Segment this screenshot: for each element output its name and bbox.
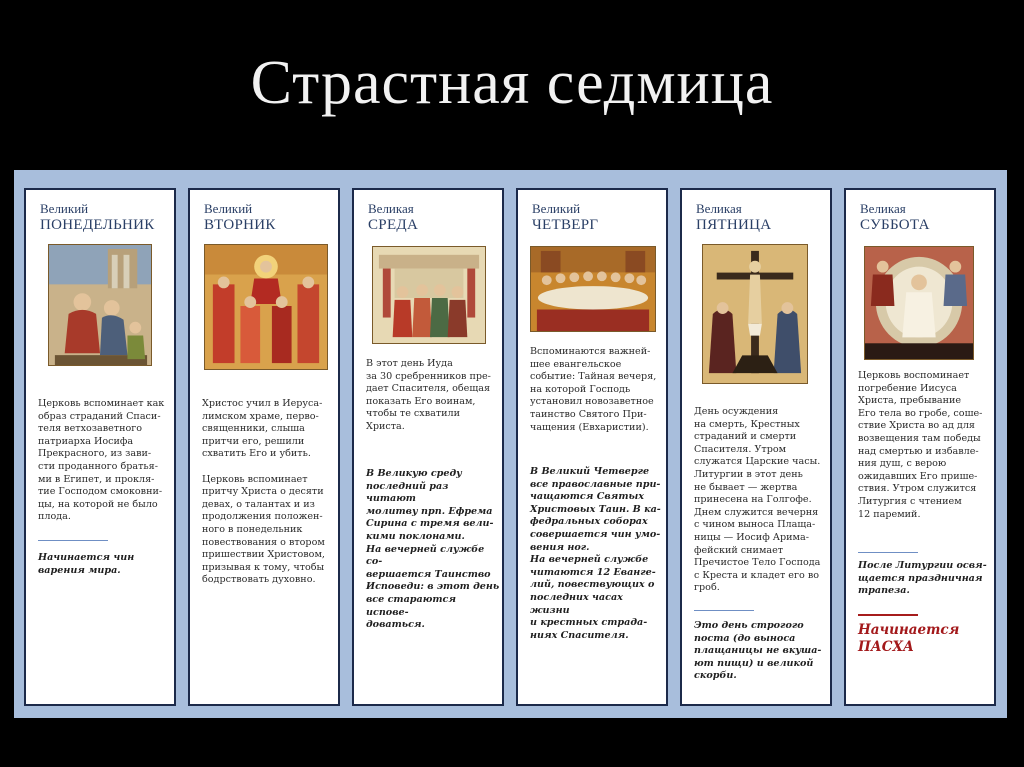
card-note: В Великий Четверге все православные при- чащаются Святых Христовых Таин. В ка- федральных соборах совершается чин умо- вения ног. На вечерней службе читаются 12 Еванге- лий, повествующих о последних часах жизни и крестных страда- ниях Спасителя. <box>530 466 661 641</box>
card-description: Вспоминаются важней- шее евангельское событие: Тайная вечеря, на которой Господь установил новозаветное таинство Святого При- чащения (Евхаристии). <box>530 346 657 433</box>
card-friday <box>680 188 832 706</box>
card-note: Это день строгого поста (до выноса плащаницы не вкуша- ют пищи) и великой скорби. <box>694 620 822 682</box>
divider <box>38 540 108 541</box>
card-note: После Литургии освя- щается праздничная трапеза. <box>858 560 987 597</box>
card-heading <box>368 200 418 234</box>
card-description: Церковь вспоминает как образ страданий Спаси- теля ветхозаветного патриарха Иосифа Прекрасного, из зави- сти проданного братья- ми в Египет, и прокля- тие Господом смоковни- цы, на которой не было плода. <box>38 398 165 523</box>
card-heading-line1: Великая <box>696 201 742 216</box>
card-heading <box>40 200 155 234</box>
card-heading-line2: ЧЕТВЕРГ <box>532 217 599 233</box>
card-description: День осуждения на смерть, Крестных страданий и смерти Спасителя. Утром служатся Царские часы. Литургии в этот день не бывает — жертва принесена на Голгофе. Днем служится вечерня с чином выноса Плаща- ницы — Иосиф Арима- фейский снимает Пречистое Тело Господа с Креста и кладет его во гроб. <box>694 406 821 594</box>
pascha-callout: Начинается ПАСХА <box>858 622 960 655</box>
icon-painting-virgins <box>204 244 328 370</box>
icon-painting-judas <box>372 246 486 344</box>
slide-title: Страстная седмица <box>250 49 774 117</box>
card-heading-line1: Великая <box>368 201 414 216</box>
card-description: Христос учил в Иеруса- лимском храме, перво- священники, слыша притчи его, решили схватить Его и убить. Церковь вспоминает притчу Христа о десяти девах, о талантах и из продолжения положен- ного в понедельник повествования о втором пришествии Христовом, призывая к тому, чтобы бодрствовать духовно. <box>202 398 325 586</box>
divider <box>858 552 918 553</box>
card-heading-line2: СУББОТА <box>860 217 930 233</box>
card-heading-line1: Великий <box>40 201 89 216</box>
card-description: Церковь воспоминает погребение Иисуса Христа, пребывание Его тела во гробе, соше- ствие Христа во ад для возвещения там победы над смертью и избавле- ния душ, с верою ожидавших Его прише- ствия. Утром служится Литургия с чтением 12 паремий. <box>858 370 983 520</box>
card-heading <box>204 200 276 234</box>
card-monday <box>24 188 176 706</box>
card-heading-line2: ВТОРНИК <box>204 217 276 233</box>
card-note: Начинается чин варения мира. <box>38 552 135 576</box>
card-heading-line2: СРЕДА <box>368 217 419 233</box>
card-note: В Великую среду последний раз читают молитву прп. Ефрема Сирина с тремя вели- кими поклонами. На вечерней службе со- вершается Таинство Исповеди: в этот день все стараются испове- доваться. <box>366 468 500 631</box>
card-heading <box>860 200 930 234</box>
icon-painting-crucifixion <box>702 244 808 384</box>
card-heading-line1: Великий <box>532 201 581 216</box>
divider-red <box>858 614 918 616</box>
icon-painting-descent <box>864 246 974 360</box>
card-heading <box>696 200 771 234</box>
card-saturday <box>844 188 996 706</box>
card-tuesday <box>188 188 340 706</box>
card-wednesday <box>352 188 504 706</box>
icon-painting-joseph <box>48 244 152 366</box>
card-thursday <box>516 188 668 706</box>
card-heading-line2: ПОНЕДЕЛЬНИК <box>40 217 155 233</box>
card-description: В этот день Иуда за 30 сребренников пре- дает Спасителя, обещая показать Его воинам, чтобы те схватили Христа. <box>366 358 491 432</box>
icon-painting-last-supper <box>530 246 656 332</box>
card-heading-line1: Великий <box>204 201 253 216</box>
holy-week-board <box>14 170 1007 718</box>
divider <box>694 610 754 611</box>
card-heading <box>532 200 598 234</box>
card-heading-line2: ПЯТНИЦА <box>696 217 772 233</box>
card-heading-line1: Великая <box>860 201 906 216</box>
